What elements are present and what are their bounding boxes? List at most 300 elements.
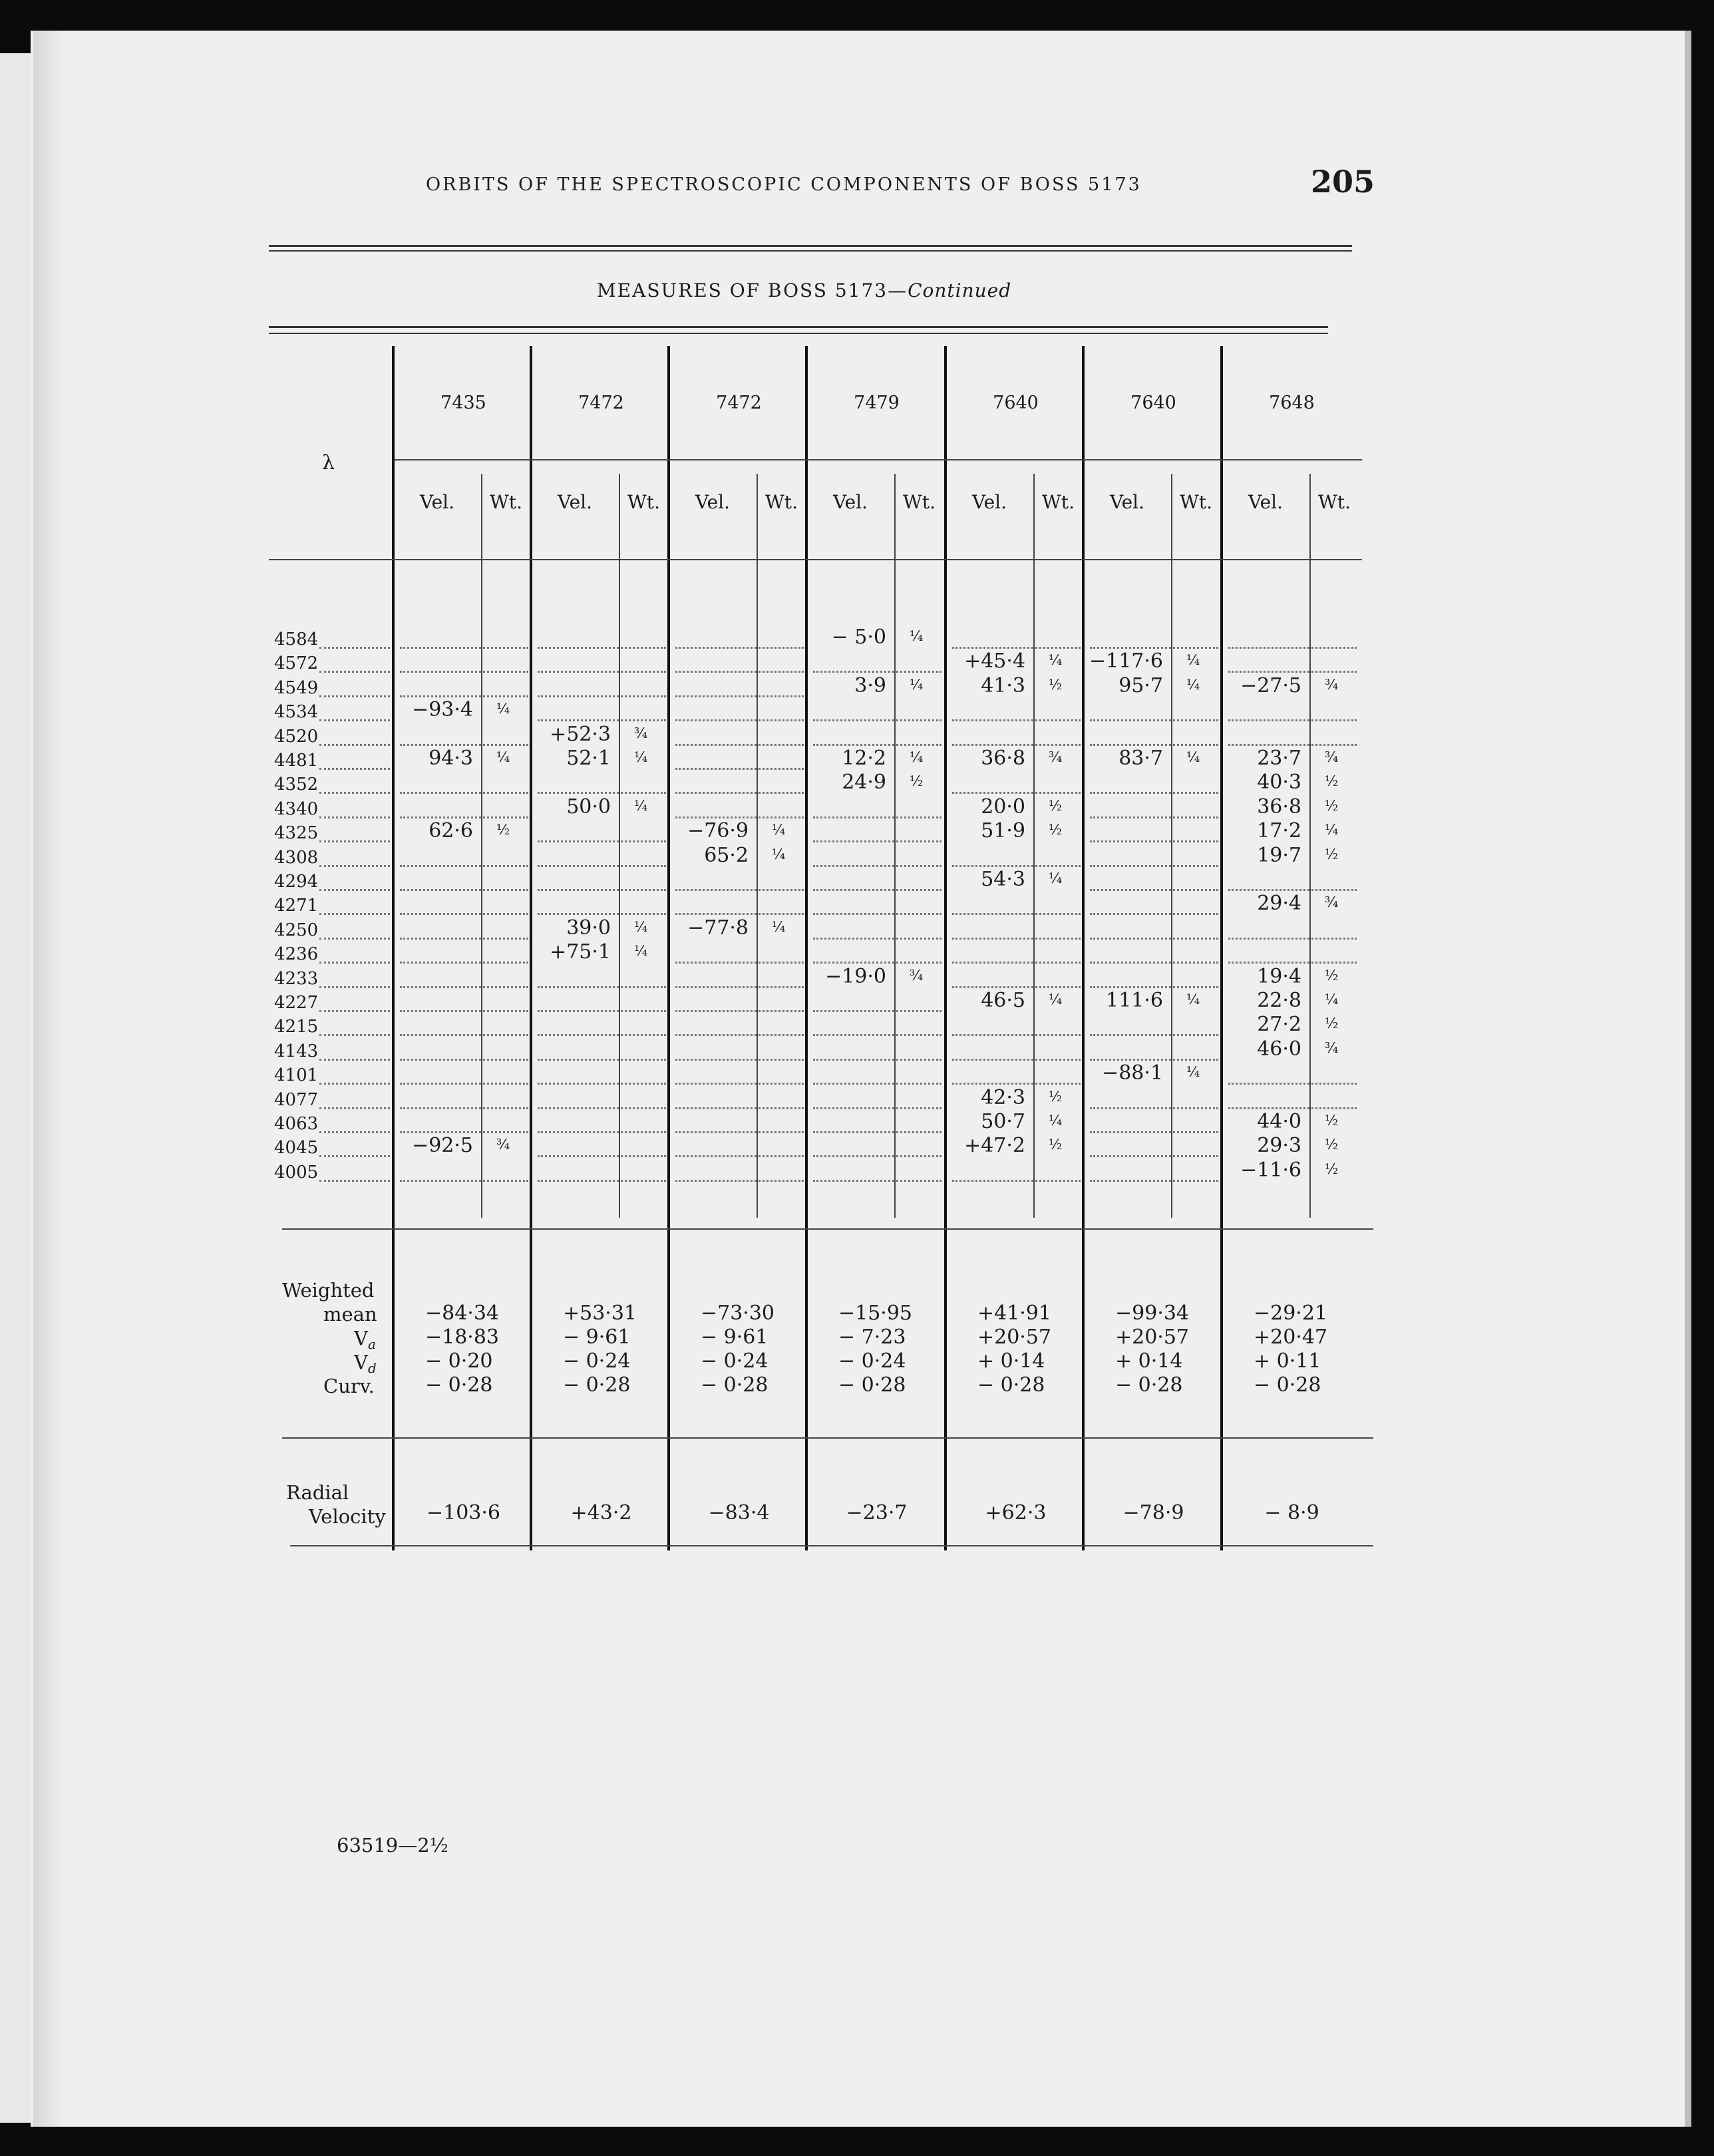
stub-leader — [319, 840, 390, 842]
weight-value: ¼ — [771, 822, 786, 838]
stub-leader — [319, 1059, 390, 1061]
vel-wt-divider — [757, 474, 758, 1218]
blank-leader — [813, 962, 942, 964]
blank-leader — [400, 1107, 528, 1109]
radial-velocity-value: −103·6 — [426, 1501, 501, 1525]
blank-leader — [400, 695, 528, 697]
wt-heading: Wt. — [627, 491, 660, 513]
weight-value: ¼ — [496, 701, 510, 717]
table-title-main: MEASURES OF BOSS 5173— — [597, 279, 908, 301]
stub-leader — [319, 1107, 390, 1109]
wt-heading: Wt. — [1042, 491, 1075, 513]
weighted-mean-value: +41·91 — [977, 1302, 1052, 1325]
velocity-value: 27·2 — [1257, 1013, 1301, 1037]
vel-heading: Vel. — [1109, 491, 1145, 513]
weight-value: ½ — [1324, 773, 1339, 790]
blank-leader — [675, 647, 804, 649]
weight-value: ¼ — [1324, 991, 1339, 1007]
blank-leader — [813, 1059, 942, 1061]
velocity-value: −27·5 — [1240, 673, 1301, 697]
velocity-value: 29·3 — [1257, 1134, 1301, 1158]
vel-wt-divider — [619, 474, 620, 1218]
blank-leader — [400, 1180, 528, 1182]
blank-leader — [1090, 986, 1218, 988]
blank-leader — [952, 647, 1081, 649]
wavelength-label: 4481 — [274, 751, 319, 771]
blank-leader — [1228, 671, 1357, 673]
blank-leader — [1228, 1107, 1357, 1109]
wavelength-label: 4340 — [274, 799, 319, 819]
top-rule-1 — [269, 245, 1352, 247]
wt-heading: Wt. — [765, 491, 798, 513]
column-rule — [667, 346, 670, 1550]
blank-leader — [1228, 1083, 1357, 1085]
weight-value: ¼ — [1186, 1064, 1200, 1081]
velocity-value: 42·3 — [981, 1085, 1025, 1109]
blank-leader — [538, 1131, 666, 1133]
weight-value: ½ — [1324, 967, 1339, 984]
header-rule — [395, 459, 1362, 460]
blank-leader — [538, 671, 666, 673]
weight-value: ¼ — [633, 797, 648, 814]
velocity-value: 36·8 — [981, 747, 1025, 770]
wt-heading: Wt. — [1180, 491, 1212, 513]
vel-heading: Vel. — [1248, 491, 1284, 513]
vd-value: + 0·14 — [1115, 1349, 1183, 1373]
radial-velocity-value: −83·4 — [708, 1501, 770, 1525]
velocity-value: 46·0 — [1257, 1037, 1301, 1061]
weight-value: ¼ — [1186, 652, 1200, 669]
vel-wt-divider — [481, 474, 482, 1218]
velocity-value: 12·2 — [842, 747, 886, 770]
wavelength-label: 4215 — [274, 1017, 319, 1037]
blank-leader — [1090, 913, 1218, 915]
stub-leader — [319, 816, 390, 818]
blank-leader — [813, 719, 942, 721]
wavelength-label: 4236 — [274, 944, 319, 965]
vd-value: − 0·24 — [563, 1349, 631, 1373]
stub-leader — [319, 986, 390, 988]
weight-value: ¾ — [1324, 894, 1339, 911]
blank-leader — [400, 1083, 528, 1085]
weight-value: ¼ — [496, 749, 510, 765]
blank-leader — [1228, 938, 1357, 940]
radial-velocity-value: +62·3 — [985, 1501, 1047, 1525]
velocity-value: 83·7 — [1118, 747, 1163, 770]
blank-leader — [813, 744, 942, 746]
velocity-value: 95·7 — [1118, 673, 1163, 697]
velocity-value: 36·8 — [1257, 795, 1301, 818]
blank-leader — [400, 1059, 528, 1061]
body-rule — [282, 1228, 1373, 1230]
blank-leader — [1090, 1180, 1218, 1182]
blank-leader — [1090, 816, 1218, 818]
radial-velocity-value: − 8·9 — [1264, 1501, 1319, 1525]
blank-leader — [538, 719, 666, 721]
weighted-mean-value: −99·34 — [1115, 1302, 1190, 1325]
wavelength-label: 4294 — [274, 872, 319, 892]
va-value: − 7·23 — [838, 1326, 906, 1349]
velocity-value: 46·5 — [981, 989, 1025, 1012]
blank-leader — [1090, 1059, 1218, 1061]
wavelength-label: 4549 — [274, 677, 319, 698]
blank-leader — [813, 1107, 942, 1109]
plate-number: 7648 — [1269, 393, 1315, 413]
velocity-value: −77·8 — [687, 916, 749, 940]
velocity-value: 29·4 — [1257, 892, 1301, 916]
blank-leader — [952, 986, 1081, 988]
weight-value: ½ — [1324, 1161, 1339, 1177]
blank-leader — [400, 744, 528, 746]
vd-subscript: d — [367, 1360, 377, 1376]
blank-leader — [952, 962, 1081, 964]
running-title: ORBITS OF THE SPECTROSCOPIC COMPONENTS OF BOSS 5173 — [426, 174, 1142, 195]
blank-leader — [538, 792, 666, 794]
va-value: +20·47 — [1254, 1326, 1328, 1349]
weight-value: ¼ — [633, 943, 648, 960]
blank-leader — [952, 1034, 1081, 1036]
wavelength-label: 4352 — [274, 775, 319, 795]
page-gutter — [33, 31, 64, 2127]
weight-value: ¼ — [771, 918, 786, 935]
page-rim — [1685, 31, 1691, 2127]
curv-value: − 0·28 — [1115, 1373, 1183, 1397]
blank-leader — [952, 865, 1081, 867]
weight-value: ¼ — [1324, 822, 1339, 838]
blank-leader — [538, 647, 666, 649]
bottom-rule — [290, 1545, 1373, 1546]
weighted-mean-value: −84·34 — [425, 1302, 500, 1325]
blank-leader — [952, 1083, 1081, 1085]
stub-leader — [319, 938, 390, 940]
vel-heading: Vel. — [695, 491, 731, 513]
vd-value: − 0·24 — [838, 1349, 906, 1373]
blank-leader — [675, 1131, 804, 1133]
blank-leader — [1090, 889, 1218, 891]
stub-leader — [319, 962, 390, 964]
velocity-value: 24·9 — [842, 771, 886, 795]
vel-heading: Vel. — [419, 491, 455, 513]
blank-leader — [813, 865, 942, 867]
blank-leader — [813, 938, 942, 940]
blank-leader — [538, 695, 666, 697]
blank-leader — [813, 1180, 942, 1182]
blank-leader — [675, 768, 804, 770]
blank-leader — [1090, 962, 1218, 964]
blank-leader — [1228, 719, 1357, 721]
velocity-value: 19·7 — [1257, 843, 1301, 867]
stub-leader — [319, 865, 390, 867]
vel-heading: Vel. — [557, 491, 593, 513]
blank-leader — [813, 1034, 942, 1036]
va-value: − 9·61 — [701, 1326, 769, 1349]
stub-leader — [319, 1010, 390, 1012]
wavelength-label: 4250 — [274, 920, 319, 940]
column-head-rule — [269, 559, 1362, 560]
wavelength-label: 4584 — [274, 629, 319, 649]
blank-leader — [952, 744, 1081, 746]
wavelength-label: 4077 — [274, 1089, 319, 1110]
blank-leader — [813, 840, 942, 842]
blank-leader — [675, 1180, 804, 1182]
velocity-value: 65·2 — [704, 843, 749, 867]
stub-leader — [319, 768, 390, 770]
stub-leader — [319, 1131, 390, 1133]
wavelength-label: 4308 — [274, 847, 319, 868]
blank-leader — [952, 1180, 1081, 1182]
weight-value: ¼ — [1048, 652, 1063, 669]
blank-leader — [400, 1131, 528, 1133]
blank-leader — [1228, 647, 1357, 649]
blank-leader — [400, 962, 528, 964]
blank-leader — [400, 647, 528, 649]
blank-leader — [813, 1010, 942, 1012]
plate-number: 7472 — [716, 393, 762, 413]
summary-rule — [282, 1437, 1373, 1439]
wavelength-label: 4045 — [274, 1138, 319, 1159]
weight-value: ¼ — [633, 749, 648, 765]
blank-leader — [675, 1010, 804, 1012]
blank-leader — [675, 719, 804, 721]
velocity-value: 50·7 — [981, 1110, 1025, 1133]
vel-wt-divider — [894, 474, 896, 1218]
blank-leader — [952, 792, 1081, 794]
velocity-value: 54·3 — [981, 868, 1025, 891]
blank-leader — [1090, 865, 1218, 867]
blank-leader — [400, 913, 528, 915]
va-label: $V_a$ — [354, 1327, 376, 1352]
blank-leader — [538, 913, 666, 915]
blank-leader — [813, 816, 942, 818]
blank-leader — [1228, 744, 1357, 746]
weighted-label: Weighted — [282, 1279, 375, 1302]
blank-leader — [538, 1059, 666, 1061]
column-rule — [1082, 346, 1085, 1550]
radial-label: Radial — [286, 1481, 349, 1504]
velocity-value: − 5·0 — [831, 626, 886, 649]
blank-leader — [538, 1034, 666, 1036]
column-rule — [805, 346, 808, 1550]
blank-leader — [1090, 792, 1218, 794]
blank-leader — [675, 816, 804, 818]
vel-heading: Vel. — [832, 491, 868, 513]
stub-leader — [319, 1180, 390, 1182]
weight-value: ½ — [1048, 822, 1063, 838]
blank-leader — [400, 792, 528, 794]
weight-value: ¼ — [1186, 991, 1200, 1007]
blank-leader — [538, 865, 666, 867]
weight-value: ¼ — [1186, 676, 1200, 693]
weight-value: ¼ — [633, 918, 648, 935]
wavelength-label: 4534 — [274, 702, 319, 723]
velocity-value: −76·9 — [687, 819, 749, 843]
velocity-value: −117·6 — [1089, 649, 1163, 673]
blank-leader — [1090, 647, 1218, 649]
wavelength-label: 4005 — [274, 1162, 319, 1182]
weight-value: ¼ — [909, 749, 924, 765]
blank-leader — [1228, 889, 1357, 891]
weight-value: ¾ — [496, 1137, 510, 1153]
wavelength-label: 4233 — [274, 968, 319, 989]
weight-value: ½ — [1048, 1088, 1063, 1105]
weight-value: ¾ — [1048, 749, 1063, 765]
weight-value: ¾ — [1324, 749, 1339, 765]
curv-value: − 0·28 — [563, 1373, 631, 1397]
blank-leader — [675, 1059, 804, 1061]
blank-leader — [400, 865, 528, 867]
blank-leader — [400, 816, 528, 818]
weight-value: ½ — [1048, 1137, 1063, 1153]
blank-leader — [952, 1059, 1081, 1061]
weight-value: ¼ — [1048, 1113, 1063, 1129]
wavelength-label: 4520 — [274, 726, 319, 747]
weight-value: ½ — [1324, 1137, 1339, 1153]
weight-value: ½ — [1324, 1113, 1339, 1129]
weight-value: ¾ — [1324, 676, 1339, 693]
radial-velocity-value: −78·9 — [1122, 1501, 1184, 1525]
blank-leader — [813, 889, 942, 891]
weight-value: ¼ — [909, 628, 924, 644]
blank-leader — [1090, 744, 1218, 746]
weight-value: ¾ — [909, 967, 924, 984]
velocity-value: +45·4 — [964, 649, 1025, 673]
blank-leader — [400, 938, 528, 940]
blank-leader — [1090, 1155, 1218, 1157]
weight-value: ½ — [1048, 797, 1063, 814]
blank-leader — [538, 1107, 666, 1109]
weight-value: ½ — [496, 822, 510, 838]
curv-label: Curv. — [323, 1375, 375, 1397]
footer-code: 63519—2½ — [337, 1834, 448, 1857]
velocity-value: −11·6 — [1240, 1158, 1301, 1182]
velocity-value: 51·9 — [981, 819, 1025, 843]
column-rule — [944, 346, 947, 1550]
stub-leader — [319, 889, 390, 891]
blank-leader — [400, 889, 528, 891]
stub-leader — [319, 744, 390, 746]
stub-leader — [319, 913, 390, 915]
radial-velocity-value: −23·7 — [846, 1501, 908, 1525]
velocity-value: −88·1 — [1102, 1061, 1163, 1085]
blank-leader — [400, 1010, 528, 1012]
va-value: −18·83 — [425, 1326, 500, 1349]
weight-value: ¼ — [1048, 870, 1063, 886]
velocity-value: 20·0 — [981, 795, 1025, 818]
wavelength-label: 4572 — [274, 653, 319, 674]
top-rule-2 — [269, 250, 1352, 252]
velocity-value: +52·3 — [550, 722, 611, 746]
curv-value: − 0·28 — [425, 1373, 493, 1397]
table-top-rule-2 — [269, 333, 1328, 334]
plate-number: 7479 — [854, 393, 900, 413]
wavelength-label: 4143 — [274, 1041, 319, 1061]
curv-value: − 0·28 — [701, 1373, 769, 1397]
velocity-value: 39·0 — [566, 916, 611, 940]
blank-leader — [538, 986, 666, 988]
velocity-value: 52·1 — [566, 747, 611, 770]
stub-leader — [319, 671, 390, 673]
vd-value: − 0·20 — [425, 1349, 493, 1373]
velocity-label: Velocity — [309, 1505, 386, 1528]
plate-number: 7435 — [440, 393, 486, 413]
wavelength-label: 4325 — [274, 823, 319, 844]
weight-value: ¼ — [1186, 749, 1200, 765]
blank-leader — [1228, 962, 1357, 964]
blank-leader — [952, 719, 1081, 721]
blank-leader — [538, 1010, 666, 1012]
page-number: 205 — [1311, 164, 1375, 200]
blank-leader — [1090, 719, 1218, 721]
velocity-value: 62·6 — [428, 819, 473, 843]
velocity-value: 44·0 — [1257, 1110, 1301, 1133]
vd-label: $V_d$ — [354, 1351, 377, 1376]
wt-heading: Wt. — [490, 491, 522, 513]
weight-value: ¾ — [633, 725, 648, 741]
stub-leader — [319, 792, 390, 794]
blank-leader — [952, 913, 1081, 915]
wavelength-label: 4271 — [274, 896, 319, 916]
blank-leader — [538, 1083, 666, 1085]
velocity-value: 94·3 — [428, 747, 473, 770]
table-top-rule-1 — [269, 326, 1328, 328]
column-rule — [392, 346, 395, 1550]
stub-leader — [319, 1034, 390, 1036]
weight-value: ½ — [909, 773, 924, 790]
weight-value: ½ — [1324, 846, 1339, 862]
weighted-mean-value: −15·95 — [838, 1302, 913, 1325]
velocity-value: 40·3 — [1257, 771, 1301, 795]
blank-leader — [813, 671, 942, 673]
blank-leader — [538, 840, 666, 842]
blank-leader — [675, 1107, 804, 1109]
blank-leader — [675, 744, 804, 746]
vd-value: + 0·11 — [1254, 1349, 1321, 1373]
blank-leader — [675, 913, 804, 915]
lambda-heading: λ — [322, 451, 335, 474]
blank-leader — [813, 913, 942, 915]
table-title-continued: Continued — [908, 279, 1012, 301]
blank-leader — [538, 1155, 666, 1157]
wt-heading: Wt. — [903, 491, 936, 513]
blank-leader — [675, 695, 804, 697]
column-rule — [1220, 346, 1223, 1550]
blank-leader — [813, 1155, 942, 1157]
blank-leader — [400, 1034, 528, 1036]
vel-heading: Vel. — [971, 491, 1007, 513]
velocity-value: 22·8 — [1257, 989, 1301, 1012]
blank-leader — [675, 986, 804, 988]
velocity-value: 3·9 — [854, 673, 886, 697]
weight-value: ½ — [1324, 1015, 1339, 1032]
blank-leader — [952, 938, 1081, 940]
blank-leader — [675, 671, 804, 673]
velocity-value: +47·2 — [964, 1134, 1025, 1158]
blank-leader — [675, 1083, 804, 1085]
wavelength-label: 4063 — [274, 1114, 319, 1134]
velocity-value: 41·3 — [981, 673, 1025, 697]
curv-value: − 0·28 — [838, 1373, 906, 1397]
blank-leader — [675, 962, 804, 964]
table-title — [597, 279, 1011, 301]
blank-leader — [1090, 1131, 1218, 1133]
weighted-mean-value: −73·30 — [701, 1302, 775, 1325]
weight-value: ½ — [1324, 797, 1339, 814]
velocity-value: +75·1 — [550, 940, 611, 964]
blank-leader — [813, 1083, 942, 1085]
velocity-value: −93·4 — [412, 698, 473, 722]
va-value: +20·57 — [1115, 1326, 1190, 1349]
va-subscript: a — [367, 1336, 376, 1352]
